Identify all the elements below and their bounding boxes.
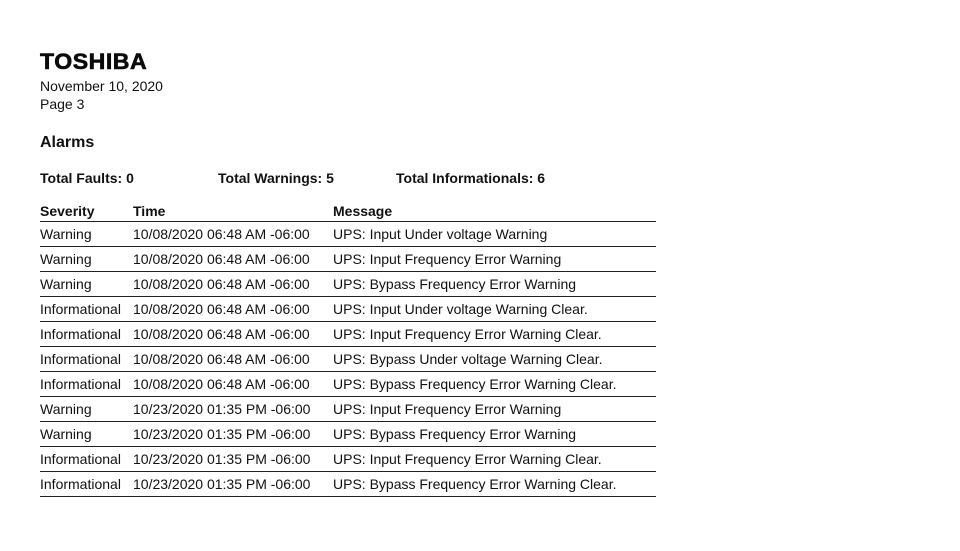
severity-cell: Informational — [40, 347, 133, 372]
message-cell: UPS: Input Under voltage Warning Clear. — [333, 297, 656, 322]
time-cell: 10/08/2020 06:48 AM -06:00 — [133, 372, 333, 397]
message-cell: UPS: Bypass Under voltage Warning Clear. — [333, 347, 656, 372]
time-cell: 10/23/2020 01:35 PM -06:00 — [133, 447, 333, 472]
column-header-message: Message — [333, 199, 656, 222]
page-number: Page 3 — [40, 96, 85, 112]
time-cell: 10/23/2020 01:35 PM -06:00 — [133, 397, 333, 422]
message-cell: UPS: Input Frequency Error Warning — [333, 247, 656, 272]
table-row — [40, 247, 656, 272]
message-cell: UPS: Bypass Frequency Error Warning — [333, 422, 656, 447]
section-title: Alarms — [40, 134, 95, 151]
message-cell: UPS: Input Frequency Error Warning Clear. — [333, 322, 656, 347]
time-cell: 10/08/2020 06:48 AM -06:00 — [133, 222, 333, 247]
table-header-row — [40, 199, 656, 222]
total-warnings: Total Warnings: 5 — [218, 170, 334, 186]
table-row — [40, 222, 656, 247]
message-cell: UPS: Bypass Frequency Error Warning — [333, 272, 656, 297]
time-cell: 10/08/2020 06:48 AM -06:00 — [133, 247, 333, 272]
message-cell: UPS: Bypass Frequency Error Warning Clear. — [333, 472, 656, 497]
table-row — [40, 272, 656, 297]
severity-cell: Informational — [40, 372, 133, 397]
severity-cell: Informational — [40, 447, 133, 472]
message-cell: UPS: Bypass Frequency Error Warning Clear. — [333, 372, 656, 397]
severity-cell: Warning — [40, 272, 133, 297]
toshiba-logo: TOSHIBA — [40, 49, 148, 74]
time-cell: 10/08/2020 06:48 AM -06:00 — [133, 297, 333, 322]
total-faults: Total Faults: 0 — [40, 170, 134, 186]
table-row — [40, 472, 656, 497]
time-cell: 10/23/2020 01:35 PM -06:00 — [133, 422, 333, 447]
table-row — [40, 422, 656, 447]
alarms-table-body — [40, 222, 656, 497]
severity-cell: Warning — [40, 397, 133, 422]
alarms-table — [40, 199, 656, 497]
column-header-time: Time — [133, 199, 333, 222]
time-cell: 10/08/2020 06:48 AM -06:00 — [133, 322, 333, 347]
time-cell: 10/08/2020 06:48 AM -06:00 — [133, 272, 333, 297]
table-row — [40, 397, 656, 422]
table-row — [40, 322, 656, 347]
time-cell: 10/08/2020 06:48 AM -06:00 — [133, 347, 333, 372]
report-page — [40, 50, 656, 497]
message-cell: UPS: Input Frequency Error Warning Clear. — [333, 447, 656, 472]
total-informationals: Total Informationals: 6 — [396, 170, 546, 186]
time-cell: 10/23/2020 01:35 PM -06:00 — [133, 472, 333, 497]
table-row — [40, 297, 656, 322]
alarm-totals — [40, 169, 656, 187]
table-row — [40, 372, 656, 397]
report-date: November 10, 2020 — [40, 78, 163, 94]
severity-cell: Informational — [40, 297, 133, 322]
table-row — [40, 347, 656, 372]
severity-cell: Warning — [40, 222, 133, 247]
severity-cell: Warning — [40, 247, 133, 272]
message-cell: UPS: Input Under voltage Warning — [333, 222, 656, 247]
severity-cell: Informational — [40, 472, 133, 497]
severity-cell: Warning — [40, 422, 133, 447]
message-cell: UPS: Input Frequency Error Warning — [333, 397, 656, 422]
severity-cell: Informational — [40, 322, 133, 347]
table-row — [40, 447, 656, 472]
column-header-severity: Severity — [40, 199, 133, 222]
